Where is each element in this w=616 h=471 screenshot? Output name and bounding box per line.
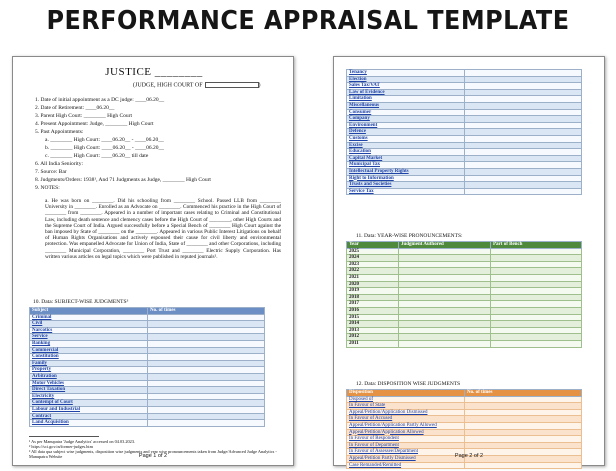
subject-row-value — [148, 367, 265, 374]
subject-row-value — [465, 89, 582, 96]
page-number: Page 1 of 2 — [138, 453, 168, 459]
disposition-row-label: Appeal/Petition/Application Allowed — [347, 429, 465, 436]
profile-item: 4. Present Appointment: Judge, ________ High Court — [35, 121, 154, 127]
year-row-label: 2019 — [347, 288, 399, 295]
year-row-value — [399, 274, 491, 281]
subject-row-label: Company — [347, 116, 465, 123]
year-row-label: 2020 — [347, 281, 399, 288]
subject-row — [347, 168, 582, 175]
subject-row — [347, 149, 582, 156]
subject-row-label: Property — [30, 367, 148, 374]
page-number: Page 2 of 2 — [454, 453, 484, 459]
subject-row-value — [465, 162, 582, 169]
profile-item: 9. NOTES: — [35, 185, 60, 191]
year-row-value — [399, 301, 491, 308]
year-row — [347, 321, 582, 328]
subject-row — [347, 70, 582, 77]
subject-row-label: Tenancy — [347, 70, 465, 77]
subject-row-value — [465, 129, 582, 136]
subject-row-label: Commercial — [30, 347, 148, 354]
page-1 — [12, 56, 294, 466]
subject-row-value — [465, 168, 582, 175]
subject-row-value — [465, 188, 582, 195]
subject-row-label: Limitation — [347, 96, 465, 103]
year-row-value — [491, 261, 582, 268]
profile-item: 5. Past Appointments: — [35, 129, 84, 135]
profile-item: a. ________ High Court: ____06.20__ - ____06.20__ — [45, 137, 164, 143]
subject-row — [30, 420, 265, 427]
year-header: Year — [347, 242, 399, 249]
subject-row-label: Sales Tax/VAT — [347, 83, 465, 90]
disposition-row-value — [465, 416, 582, 423]
disposition-row-value — [465, 429, 582, 436]
subject-row-value — [148, 406, 265, 413]
subject-table — [29, 307, 265, 427]
year-row — [347, 334, 582, 341]
year-row-value — [399, 334, 491, 341]
subject-row-label: Excise — [347, 142, 465, 149]
year-row — [347, 255, 582, 262]
profile-item: 1. Date of initial appointment as a DC judge: ____06.20__ — [35, 97, 165, 103]
subject-row-value — [148, 400, 265, 407]
year-row-value — [491, 314, 582, 321]
subject-row-value — [148, 380, 265, 387]
subject-row-value — [148, 354, 265, 361]
year-row-value — [491, 274, 582, 281]
subject-row — [30, 367, 265, 374]
footnote-rule — [29, 436, 99, 437]
year-row — [347, 248, 582, 255]
subject-row-label: Right to Information — [347, 175, 465, 182]
disposition-row — [347, 416, 582, 423]
subject-row — [30, 340, 265, 347]
subject-row — [30, 321, 265, 328]
year-row-value — [399, 268, 491, 275]
notes-paragraph: a. He was born on ________. Did his schooling from ________ School. Passed LLB from ________ University in ________. Enrolled as an Advocate on ________. Commenced his practice in the High Court of ________ from ________. Appeared in a number of important cases relating to Criminal and Constitutional Law, including death sentence and clemency cases before the High Court of ________, other High Courts and the Supreme Court of India. Argued successfully before a Special Bench of ________ High Court against the ban imposed by State of ________ on the ________. Appeared in various Public Interest Litigations on behalf of Human Rights Organisations and actively espoused their cause for civil liberty and environmental protection. Was empanelled Advocate for Union of India, State of ________ and other Corporations, including ________ Municipal Corporation, ________ Port Trust and ________ Electric Supply Corporation. Has written various articles on legal topics which were published in reputed journals². — [45, 198, 281, 260]
subject-header: Subject — [30, 308, 148, 315]
subject-row-label: Motor Vehicles — [30, 380, 148, 387]
year-row-value — [399, 248, 491, 255]
year-row-label: 2017 — [347, 301, 399, 308]
subject-row-label: Intellectual Property Rights — [347, 168, 465, 175]
subject-row-value — [465, 182, 582, 189]
subject-row — [30, 393, 265, 400]
subject-row-label: Capital Market — [347, 155, 465, 162]
disposition-row — [347, 403, 582, 410]
year-row-label: 2025 — [347, 248, 399, 255]
subject-row — [347, 188, 582, 195]
subject-row-value — [148, 373, 265, 380]
subject-row — [347, 182, 582, 189]
year-row-value — [399, 340, 491, 347]
subject-row — [30, 387, 265, 394]
year-row-value — [491, 255, 582, 262]
disposition-row-value — [465, 403, 582, 410]
year-row-value — [491, 294, 582, 301]
footnote-3: ³ All data qua subject wise judgments, disposition wise judgments and year wise pronouncements taken from Judge/Advanced Judge Analytics -Manupatra Website — [29, 449, 277, 459]
subject-row-value — [148, 387, 265, 394]
subject-row-value — [465, 116, 582, 123]
subject-row-label: Law of Evidence — [347, 89, 465, 96]
year-row-value — [491, 307, 582, 314]
year-row-label: 2015 — [347, 314, 399, 321]
subject-row-label: Contract — [30, 413, 148, 420]
subject-row-label: Environment — [347, 122, 465, 129]
subject-row-label: Narcotics — [30, 327, 148, 334]
subject-row-label: Constitution — [30, 354, 148, 361]
year-row — [347, 294, 582, 301]
subject-row — [347, 102, 582, 109]
disposition-row — [347, 429, 582, 436]
subject-row-value — [465, 149, 582, 156]
disposition-row — [347, 442, 582, 449]
disposition-row — [347, 436, 582, 443]
subject-row — [30, 327, 265, 334]
authored-header: Judgment Authored — [399, 242, 491, 249]
judge-line-text: (JUDGE, HIGH COURT OF — [133, 82, 203, 89]
disposition-header: Disposition — [347, 390, 465, 397]
year-row-label: 2011 — [347, 340, 399, 347]
subject-row — [30, 413, 265, 420]
subject-row-label: Family — [30, 360, 148, 367]
disposition-row-label: In Favour of Assessee/Department — [347, 449, 465, 456]
year-row-value — [491, 334, 582, 341]
subject-table-continued — [346, 69, 582, 195]
subject-row-value — [148, 314, 265, 321]
disposition-row-label: Case Remanded/Remitted — [347, 462, 465, 469]
year-row — [347, 314, 582, 321]
year-row-value — [399, 261, 491, 268]
subject-row — [30, 347, 265, 354]
subject-row — [347, 122, 582, 129]
year-row — [347, 340, 582, 347]
subject-row-label: Trusts and Societies — [347, 182, 465, 189]
subject-row-value — [465, 175, 582, 182]
profile-item: 2. Date of Retirement: ____06.20__ — [35, 105, 115, 111]
year-row — [347, 261, 582, 268]
disposition-row-value — [465, 422, 582, 429]
disposition-row-label: In Favour of Accused — [347, 416, 465, 423]
subject-row — [347, 109, 582, 116]
year-row-value — [491, 340, 582, 347]
subject-row-value — [148, 393, 265, 400]
subject-row-label: Direct Taxation — [30, 387, 148, 394]
disposition-row — [347, 422, 582, 429]
profile-item: 8. Judgments/Orders: 1938¹, And 71 Judgments as Judge, ________ High Court — [35, 177, 211, 183]
year-row-value — [491, 268, 582, 275]
profile-item: c. ________ High Court: ____06.20__ till date — [45, 153, 149, 159]
year-row — [347, 274, 582, 281]
disposition-row-label: Disposed of — [347, 396, 465, 403]
disposition-row-label: Appeal/Petition/Application Partly Allowed — [347, 422, 465, 429]
year-row — [347, 268, 582, 275]
document-title: PERFORMANCE APPRAISAL TEMPLATE — [46, 6, 570, 36]
bench-header: Part of Bench — [491, 242, 582, 249]
disposition-row-label: In Favour of Respondent — [347, 436, 465, 443]
year-row-label: 2023 — [347, 261, 399, 268]
year-row-value — [399, 314, 491, 321]
subject-row-label: Customs — [347, 135, 465, 142]
disposition-row-value — [465, 442, 582, 449]
year-row — [347, 327, 582, 334]
year-row-label: 2022 — [347, 268, 399, 275]
subject-row — [30, 400, 265, 407]
profile-item: 7. Source: Bar — [35, 169, 67, 175]
subject-row-value — [465, 122, 582, 129]
profile-item: b. ________ High Court: ____06.20__ - ____06.20__ — [45, 145, 165, 151]
year-row-value — [491, 248, 582, 255]
subject-row-value — [148, 360, 265, 367]
subject-row-label: Electricity — [30, 393, 148, 400]
year-row-value — [491, 321, 582, 328]
subject-row-label: Service Tax — [347, 188, 465, 195]
subject-row-label: Election — [347, 76, 465, 83]
justice-heading: JUSTICE ________ — [105, 66, 203, 78]
disposition-row-label: Appeal/Petition/Application Dismissed — [347, 409, 465, 416]
year-row-label: 2016 — [347, 307, 399, 314]
disposition-count-header: No. of times — [465, 390, 582, 397]
disposition-row-value — [465, 436, 582, 443]
year-row-value — [399, 327, 491, 334]
subject-row-value — [148, 347, 265, 354]
subject-row — [347, 89, 582, 96]
year-row-label: 2018 — [347, 294, 399, 301]
subject-row-label: Service — [30, 334, 148, 341]
year-row-label: 2013 — [347, 327, 399, 334]
subject-row — [347, 155, 582, 162]
disposition-row-value — [465, 409, 582, 416]
year-row-label: 2024 — [347, 255, 399, 262]
year-row-value — [399, 294, 491, 301]
disposition-table-caption: 12. Data: DISPOSITION WISE JUDGMENTS — [356, 381, 461, 387]
disposition-row — [347, 396, 582, 403]
judge-line: (JUDGE, HIGH COURT OF ) — [133, 82, 261, 89]
subject-row-label: Contempt of Court — [30, 400, 148, 407]
disposition-row — [347, 409, 582, 416]
subject-row-label: Miscellaneous — [347, 102, 465, 109]
year-table — [346, 241, 582, 348]
subject-row — [30, 373, 265, 380]
subject-row-value — [465, 109, 582, 116]
court-name-box — [205, 82, 259, 88]
count-header: No. of times — [148, 308, 265, 315]
subject-row — [347, 162, 582, 169]
year-row-value — [399, 281, 491, 288]
subject-row-label: Defence — [347, 129, 465, 136]
year-row-value — [491, 301, 582, 308]
subject-row-value — [465, 155, 582, 162]
subject-row-label: Criminal — [30, 314, 148, 321]
subject-row-label: Municipal Tax — [347, 162, 465, 169]
subject-row-value — [148, 420, 265, 427]
year-row-value — [491, 281, 582, 288]
subject-row-label: Arbitration — [30, 373, 148, 380]
subject-row-value — [465, 70, 582, 77]
year-row — [347, 307, 582, 314]
year-row-value — [399, 307, 491, 314]
subject-row — [30, 406, 265, 413]
subject-row — [347, 96, 582, 103]
subject-row — [347, 129, 582, 136]
subject-row — [30, 334, 265, 341]
subject-row-value — [465, 83, 582, 90]
year-row-label: 2021 — [347, 274, 399, 281]
subject-row — [30, 380, 265, 387]
subject-row — [30, 360, 265, 367]
subject-row-value — [465, 142, 582, 149]
subject-row-value — [465, 102, 582, 109]
subject-row — [30, 354, 265, 361]
subject-row-value — [148, 340, 265, 347]
subject-row — [30, 314, 265, 321]
subject-row-value — [465, 96, 582, 103]
footnote-1: ¹ As per Manupatra 'Judge Analytics' accessed on 04.03.2023. — [29, 439, 136, 444]
year-row-value — [399, 321, 491, 328]
subject-row — [347, 135, 582, 142]
subject-row-value — [148, 327, 265, 334]
subject-row-value — [465, 76, 582, 83]
year-row-label: 2014 — [347, 321, 399, 328]
subject-row — [347, 76, 582, 83]
subject-row-label: Labour and Industrial — [30, 406, 148, 413]
year-table-caption: 11. Data: YEAR-WISE PRONOUNCEMENTS: — [356, 233, 463, 239]
disposition-row-label: In Favour of Department — [347, 442, 465, 449]
subject-row — [347, 83, 582, 90]
year-row — [347, 281, 582, 288]
year-row-label: 2012 — [347, 334, 399, 341]
subject-row — [347, 116, 582, 123]
disposition-row-label: Appeal/Petition Partly Dismissed — [347, 455, 465, 462]
year-row — [347, 301, 582, 308]
profile-item: 3. Parent High Court: ________ High Court — [35, 113, 133, 119]
year-row-value — [399, 288, 491, 295]
year-row — [347, 288, 582, 295]
year-row-value — [491, 327, 582, 334]
disposition-row-label: In Favour of State — [347, 403, 465, 410]
subject-row-label: Banking — [30, 340, 148, 347]
year-row-value — [399, 255, 491, 262]
footnote-2: ² https://sci.gov.in/former-judges.htm — [29, 444, 93, 449]
disposition-row-value — [465, 396, 582, 403]
page-2 — [333, 56, 605, 466]
subject-row-label: Education — [347, 149, 465, 156]
subject-table-caption: 10. Data: SUBJECT-WISE JUDGMENTS³ — [33, 299, 129, 305]
subject-row-label: Civil — [30, 321, 148, 328]
subject-row-value — [148, 321, 265, 328]
disposition-row-value — [465, 462, 582, 469]
subject-row-label: Land Acquisition — [30, 420, 148, 427]
subject-row — [347, 142, 582, 149]
subject-row — [347, 175, 582, 182]
subject-row-value — [148, 413, 265, 420]
profile-item: 6. All India Seniority: — [35, 161, 83, 167]
disposition-row — [347, 462, 582, 469]
year-row-value — [491, 288, 582, 295]
subject-row-value — [148, 334, 265, 341]
subject-row-label: Consumer — [347, 109, 465, 116]
subject-row-value — [465, 135, 582, 142]
